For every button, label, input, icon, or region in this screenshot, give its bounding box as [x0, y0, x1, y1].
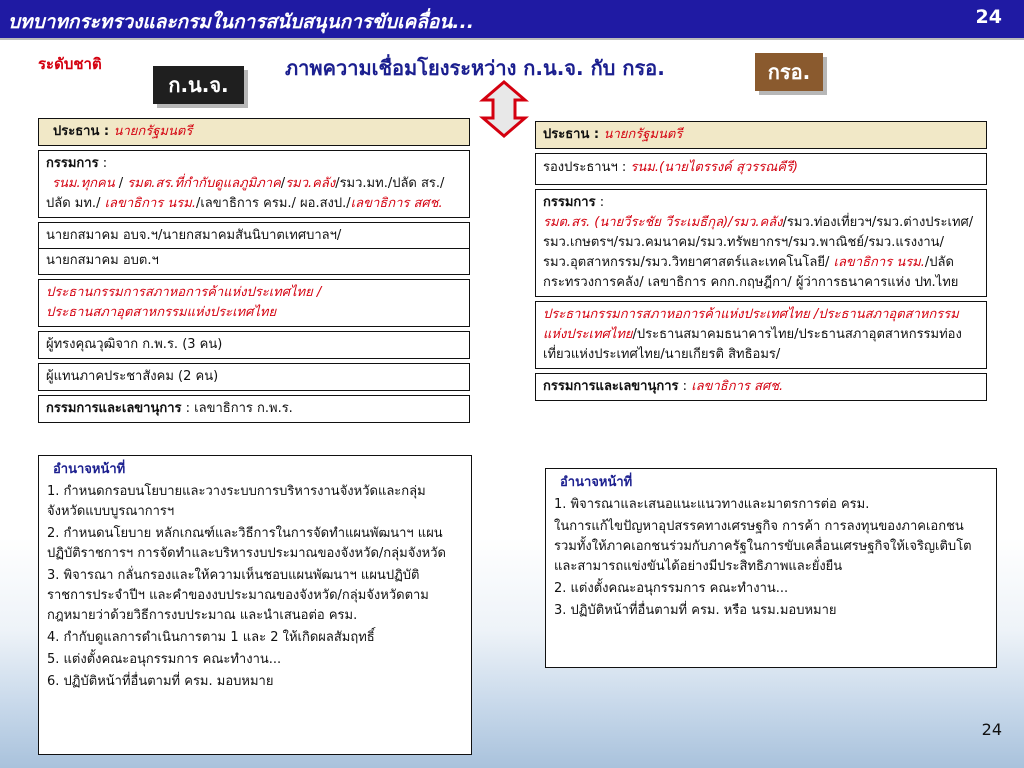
- left-committee-label: กรรมการ: [46, 156, 99, 171]
- slide-number: 24: [975, 6, 1002, 28]
- left-duties-box: [38, 455, 472, 755]
- left-duty-item: 1. กำหนดกรอบนโยบายและวางระบบการบริหารงานจังหวัดและกลุ่มจังหวัดแบบบูรณาการฯ: [47, 484, 426, 519]
- right-chair-label: ประธาน :: [543, 127, 604, 142]
- right-vice-row: รองประธานฯ : รนม.(นายไตรรงค์ สุวรรณคีรี): [535, 153, 987, 185]
- footer-page-number: 24: [981, 720, 1002, 739]
- double-arrow-icon: [479, 80, 529, 138]
- right-private-row: ประธานกรรมการสภาหอการค้าแห่งประเทศไทย /ประธานสภาอุตสาหกรรมแห่งประเทศไทย/ประธานสมาคมธนาคารไทย/ประธานสภาอุตสาหกรรมท่องเที่ยวแห่งประเทศไทย/นายเกียรติ สิทธิอมร/: [535, 301, 987, 369]
- left-panel: [38, 118, 470, 427]
- right-panel: [535, 121, 987, 405]
- left-secretary-row: กรรมการและเลขานุการ : เลขาธิการ ก.พ.ร.: [38, 395, 470, 423]
- left-duty-item: 2. กำหนดนโยบาย หลักเกณฑ์และวิธีการในการจัดทำแผนพัฒนาฯ แผนปฏิบัติราชการฯ การจัดทำและบริหารงบประมาณของจังหวัด/กลุ่มจังหวัด: [47, 526, 446, 561]
- left-local-assoc-row: นายกสมาคม อบจ.ฯ/นายกสมาคมสันนิบาตเทศบาลฯ/ นายกสมาคม อบต.ฯ: [38, 222, 470, 275]
- left-duties-title: อำนาจหน้าที่: [53, 462, 126, 477]
- left-private-row: ประธานกรรมการสภาหอการค้าแห่งประเทศไทย / ประธานสภาอุตสาหกรรมแห่งประเทศไทย: [38, 279, 470, 327]
- right-chair-row: [535, 121, 987, 149]
- left-experts-row: ผู้ทรงคุณวุฒิจาก ก.พ.ร. (3 คน): [38, 331, 470, 359]
- left-committee-row: กรรมการ : รนม.ทุกคน / รมต.สร.ที่กำกับดูแลภูมิภาค/รมว.คลัง/รมว.มท./ปลัด สร./ ปลัด มท./ เลขาธิการ นรม./เลขาธิการ ครม./ ผอ.สงป./เลขาธิการ สศช.: [38, 150, 470, 218]
- right-duties-title: อำนาจหน้าที่: [560, 475, 633, 490]
- level-label: ระดับชาติ: [38, 55, 102, 73]
- left-duty-item: 6. ปฏิบัติหน้าที่อื่นตามที่ ครม. มอบหมาย: [47, 674, 274, 689]
- right-chair-value: นายกรัฐมนตรี: [603, 127, 683, 142]
- left-civil-row: ผู้แทนภาคประชาสังคม (2 คน): [38, 363, 470, 391]
- left-duty-item: 4. กำกับดูแลการดำเนินการตาม 1 และ 2 ให้เกิดผลสัมฤทธิ์: [47, 630, 375, 645]
- right-committee-row: กรรมการ : รมต.สร. (นายวีระชัย วีระเมธีกุล)/รมว.คลัง/รมว.ท่องเที่ยวฯ/รมว.ต่างประเทศ/รมว.เกษตรฯ/รมว.คมนาคม/รมว.ทรัพยากรฯ/รมว.พาณิชย์/รมว.แรงงาน/รมว.อุตสาหกรรม/รมว.วิทยาศาสตร์และเทคโนโลยี/ เลขาธิการ นรม./ปลัดกระทรวงการคลัง/ เลขาธิการ คกก.กฤษฎีกา/ ผู้ว่าการธนาคารแห่ง ปท.ไทย: [535, 189, 987, 297]
- left-duty-item: 3. พิจารณา กลั่นกรองและให้ความเห็นชอบแผนพัฒนาฯ แผนปฏิบัติราชการประจำปีฯ และคำของงบประมาณของจังหวัด/กลุ่มจังหวัดตามกฎหมายว่าด้วยวิธีการงบประมาณ และนำเสนอต่อ ครม.: [47, 568, 429, 623]
- right-duty-item: 2. แต่งตั้งคณะอนุกรรมการ คณะทำงาน...: [554, 581, 789, 596]
- right-duty-item: ในการแก้ไขปัญหาอุปสรรคทางเศรษฐกิจ การค้า การลงทุนของภาคเอกชน รวมทั้งให้ภาคเอกชนร่วมกับภาครัฐในการขับเคลื่อนเศรษฐกิจให้เจริญเติบโตและสามารถแข่งขันได้อย่างมีประสิทธิภาพและยั่งยืน: [554, 519, 972, 574]
- right-duties-box: [545, 468, 997, 668]
- right-duty-item: 3. ปฏิบัติหน้าที่อื่นตามที่ ครม. หรือ นรม.มอบหมาย: [554, 603, 837, 618]
- tag-kro: กรอ.: [755, 53, 823, 91]
- right-secretary-row: กรรมการและเลขานุการ : เลขาธิการ สศช.: [535, 373, 987, 401]
- left-chair-row: [38, 118, 470, 146]
- left-chair-label: ประธาน :: [53, 124, 114, 139]
- tag-knj: ก.น.จ.: [153, 66, 244, 104]
- main-heading: ภาพความเชื่อมโยงระหว่าง ก.น.จ. กับ กรอ.: [285, 56, 665, 80]
- right-duty-item: 1. พิจารณาและเสนอแนะแนวทางและมาตรการต่อ ครม.: [554, 497, 870, 512]
- left-chair-value: นายกรัฐมนตรี: [113, 124, 193, 139]
- left-duty-item: 5. แต่งตั้งคณะอนุกรรมการ คณะทำงาน...: [47, 652, 282, 667]
- slide-title: บทบาทกระทรวงและกรมในการสนับสนุนการขับเคลื่อน...: [8, 11, 474, 33]
- title-bar: [0, 0, 1024, 40]
